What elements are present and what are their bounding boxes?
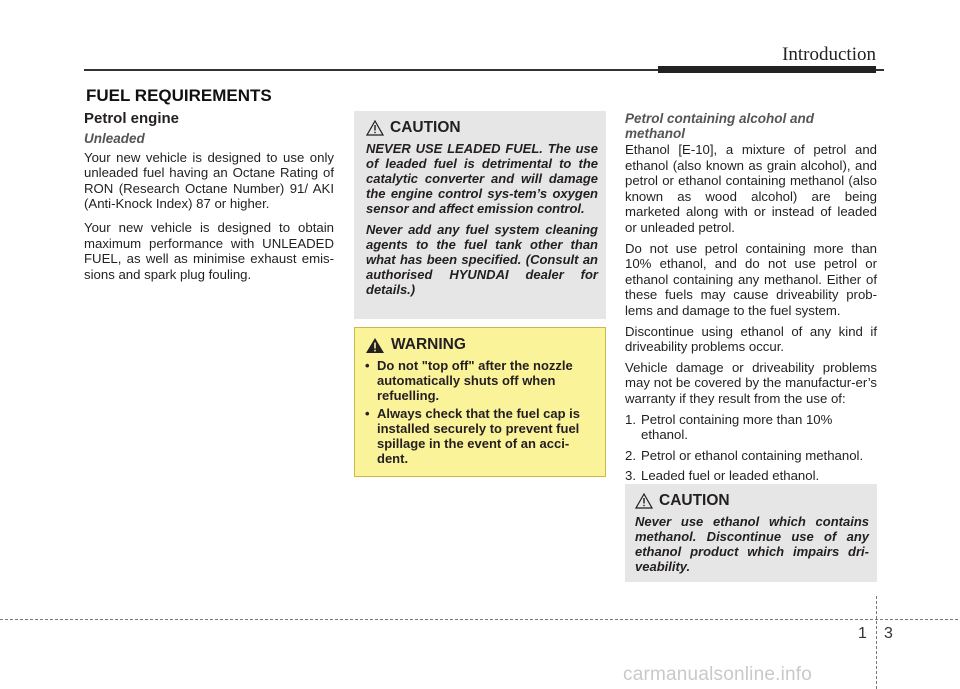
caution-box-methanol	[625, 484, 877, 582]
section-title: FUEL REQUIREMENTS	[86, 86, 272, 105]
list-item	[625, 468, 877, 484]
caution-body	[366, 141, 598, 297]
ethanol-paragraph-3: Discontinue using ethanol of any kind if driveability problems occur.	[625, 323, 877, 355]
list-item	[625, 448, 877, 464]
list-number: 1.	[625, 411, 636, 427]
caution-paragraph-1: NEVER USE LEADED FUEL. The use of leaded fuel is detrimental to the catalytic converter and will damage the engine control sys-tem’s oxygen sensor and affect emission control.	[366, 141, 598, 216]
caution-triangle-icon	[635, 493, 653, 509]
warning-item-text: Always check that the fuel cap is installed securely to prevent fuel spillage in the event of an acci-dent.	[377, 406, 581, 466]
caution-title	[366, 119, 598, 137]
warning-box	[354, 327, 606, 477]
caution-paragraph-1: Never use ethanol which contains methanol. Discontinue use of any ethanol product which impairs dri-veability.	[635, 514, 869, 574]
caution-title-text: CAUTION	[659, 492, 730, 509]
bullet: •	[365, 406, 370, 421]
column-left	[84, 111, 334, 290]
unleaded-subheading: Unleaded	[84, 130, 145, 146]
warning-item-text: Do not "top off" after the nozzle automatically shuts off when refuelling.	[377, 358, 573, 403]
ethanol-paragraph-2: Do not use petrol containing more than 10% ethanol, and do not use petrol or ethanol containing any methanol. Either of these fuels may cause driveability prob-lems and damage to the fuel system.	[625, 240, 877, 318]
caution-body	[635, 514, 869, 574]
ethanol-paragraph-4: Vehicle damage or driveability problems may not be covered by the manufactur-er’s warranty if they result from the use of:	[625, 359, 877, 406]
page-number: 3	[884, 625, 893, 642]
unleaded-paragraph-1: Your new vehicle is designed to use only unleaded fuel having an Octane Rating of RON (Research Octane Number) 91/ AKI (Anti-Knock Index) 87 or higher.	[84, 149, 334, 212]
warning-list	[365, 358, 597, 466]
warning-title-text: WARNING	[391, 336, 466, 353]
caution-triangle-icon	[366, 120, 384, 136]
unleaded-paragraph-2: Your new vehicle is designed to obtain maximum performance with UNLEADED FUEL, as well as minimise exhaust emis-sions and spark plug fouling.	[84, 219, 334, 282]
footer-divider	[876, 596, 877, 689]
warning-triangle-icon	[365, 337, 385, 354]
list-text: Leaded fuel or leaded ethanol.	[641, 468, 820, 484]
list-item	[625, 412, 877, 443]
footer-dashed-rule	[0, 619, 958, 620]
list-text: Petrol containing more than 10% ethanol.	[641, 411, 833, 443]
petrol-engine-heading: Petrol engine	[84, 110, 180, 127]
column-right	[625, 111, 877, 489]
bullet: •	[365, 358, 370, 373]
alcohol-methanol-heading: Petrol containing alcohol and methanol	[625, 111, 815, 141]
warning-item	[365, 406, 597, 466]
watermark: carmanualsonline.info	[623, 664, 813, 685]
caution-title-text: CAUTION	[390, 119, 461, 136]
warning-title	[365, 336, 597, 354]
list-number: 2.	[625, 447, 636, 463]
caution-title	[635, 492, 869, 510]
ethanol-paragraph-1: Ethanol [E-10], a mixture of petrol and ethanol (also known as grain alcohol), and petrol or ethanol containing methanol (also known as wood alcohol) are being marketed along with or instead of leaded or unleaded petrol.	[625, 142, 877, 235]
chapter-title: Introduction	[782, 44, 876, 65]
caution-box-leaded-fuel	[354, 111, 606, 319]
list-number: 3.	[625, 468, 636, 484]
header-rule-accent	[658, 66, 876, 73]
list-text: Petrol or ethanol containing methanol.	[641, 447, 864, 463]
caution-paragraph-2: Never add any fuel system cleaning agents to the fuel tank other than what has been specified. (Consult an authorised HYUNDAI dealer for details.)	[366, 222, 598, 297]
warning-item	[365, 358, 597, 403]
chapter-number: 1	[858, 625, 867, 642]
